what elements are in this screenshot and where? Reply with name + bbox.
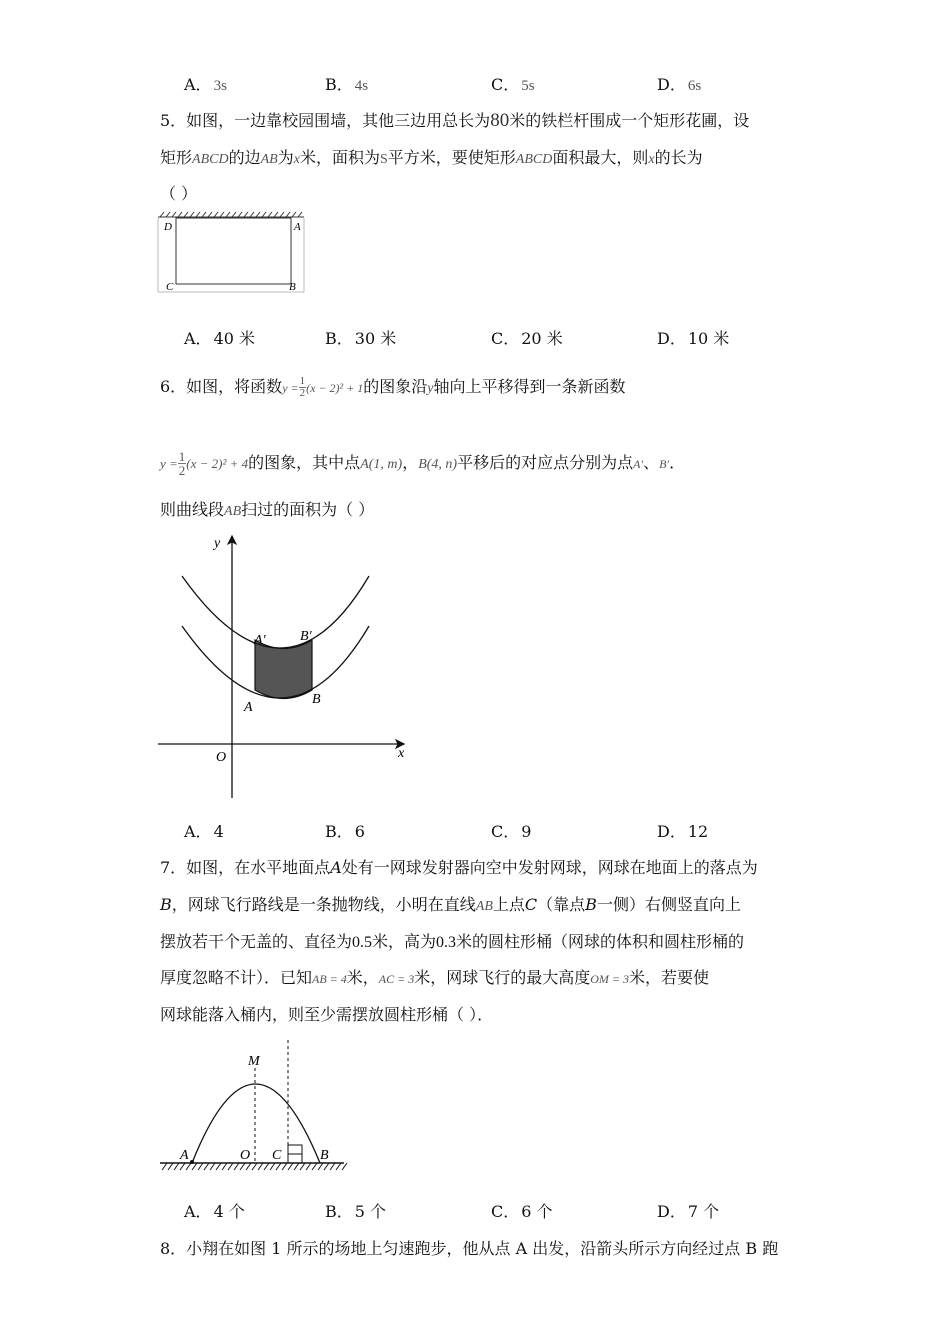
q7-option-c[interactable]: C． 6 个 — [491, 1202, 553, 1221]
q5-option-a[interactable]: A． 40 米 — [184, 329, 256, 348]
q6-label-b: B — [312, 692, 321, 707]
ground-hatch-mark — [294, 1163, 299, 1170]
ground-hatch-mark — [186, 1163, 191, 1170]
ground-hatch-mark — [288, 1163, 293, 1170]
q7-option-d[interactable]: D． 7 个 — [657, 1202, 720, 1221]
q4-option-c[interactable]: C． 5s — [491, 75, 535, 94]
hatch-mark — [196, 212, 200, 217]
q6-line-2: y = $\frac{1}{2}$ (x − 2)² + 4的图象，其中点A(1, m)，B(4, n)平移后的对应点分别为点A′、B′． — [160, 449, 686, 478]
ground-hatch-mark — [258, 1163, 263, 1170]
q6-fraction-2: $\frac{1}{2}$ — [178, 449, 186, 478]
hatch-mark — [256, 212, 260, 217]
ground-hatch-mark — [210, 1163, 215, 1170]
ground-hatch-mark — [312, 1163, 317, 1170]
ground-hatch-mark — [216, 1163, 221, 1170]
ground-hatch-mark — [228, 1163, 233, 1170]
q6-line-3: 则曲线段AB扫过的面积为（ ） — [160, 500, 375, 519]
q6-shaded-region — [255, 640, 312, 699]
q7-line-5: 网球能落入桶内，则至少需摆放圆柱形桶（ ）． — [160, 1005, 494, 1024]
ground-hatch-mark — [246, 1163, 251, 1170]
ground-hatch-mark — [264, 1163, 269, 1170]
ground-hatch-mark — [276, 1163, 281, 1170]
q5-label-c: C — [166, 281, 174, 293]
q5-label-d: D — [164, 221, 172, 233]
ground-hatch-mark — [234, 1163, 239, 1170]
ground-hatch-mark — [300, 1163, 305, 1170]
q7-line-4: 厚度忽略不计）．已知AB = 4米，AC = 3米，网球飞行的最大高度OM = 3米，若要使 — [160, 968, 710, 987]
ground-hatch-mark — [336, 1163, 341, 1170]
ground-hatch-mark — [204, 1163, 209, 1170]
hatch-mark — [274, 212, 278, 217]
q5-line-1: 5．如图，一边靠校园围墙，其他三边用总长为80米的铁栏杆围成一个矩形花圃，设 — [160, 110, 750, 131]
q7-option-b[interactable]: B． 5 个 — [325, 1202, 387, 1221]
ground-hatch-mark — [252, 1163, 257, 1170]
q6-graph-figure — [158, 530, 418, 800]
q7-label-c: C — [272, 1148, 282, 1163]
ground-hatch-mark — [306, 1163, 311, 1170]
q5-label-b: B — [289, 281, 296, 293]
hatch-mark — [298, 212, 302, 217]
q7-line-3: 摆放若干个无盖的、直径为0.5米，高为0.3米的圆柱形桶（网球的体积和圆柱形桶的 — [160, 932, 745, 951]
q7-label-b: B — [320, 1148, 329, 1163]
hatch-mark — [232, 212, 236, 217]
q6-upper-parabola — [182, 576, 369, 648]
hatch-mark — [244, 212, 248, 217]
hatch-mark — [280, 212, 284, 217]
ground-hatch-mark — [174, 1163, 179, 1170]
q5-option-d[interactable]: D． 10 米 — [657, 329, 730, 348]
hatch-mark — [202, 212, 206, 217]
q5-rectangle-figure — [158, 212, 308, 292]
hatch-mark — [160, 212, 164, 217]
hatch-mark — [292, 212, 296, 217]
q5-wall-hatching — [158, 212, 304, 217]
ground-hatch-mark — [330, 1163, 335, 1170]
hatch-mark — [250, 212, 254, 217]
hatch-mark — [220, 212, 224, 217]
ground-hatch-mark — [162, 1163, 167, 1170]
hatch-mark — [184, 212, 188, 217]
q7-parabola — [192, 1084, 320, 1163]
ground-hatch-mark — [180, 1163, 185, 1170]
ground-hatch-mark — [324, 1163, 329, 1170]
q5-line-2: 矩形ABCD的边AB为x米，面积为S平方米，要使矩形ABCD面积最大，则x的长为 — [160, 148, 703, 167]
q6-label-b-prime: B′ — [300, 629, 312, 644]
ground-hatch-mark — [282, 1163, 287, 1170]
ground-hatch-mark — [198, 1163, 203, 1170]
q6-option-c[interactable]: C． 9 — [491, 822, 532, 841]
q7-line-1: 7．如图，在水平地面点A处有一网球发射器向空中发射网球，网球在地面上的落点为 — [160, 858, 758, 877]
ground-hatch-mark — [342, 1163, 347, 1170]
q8-line-1: 8．小翔在如图 1 所示的场地上匀速跑步，他从点 A 出发，沿箭头所示方向经过点 B 跑 — [160, 1239, 779, 1258]
q6-label-a: A — [244, 700, 253, 715]
hatch-mark — [166, 212, 170, 217]
q6-label-y: y — [214, 536, 221, 551]
hatch-mark — [286, 212, 290, 217]
q4-option-b[interactable]: B． 4s — [325, 75, 369, 94]
ground-hatch-mark — [270, 1163, 275, 1170]
ground-hatch-mark — [318, 1163, 323, 1170]
q5-rectangle — [176, 218, 291, 284]
q7-trajectory-figure — [158, 1038, 348, 1173]
hatch-mark — [238, 212, 242, 217]
hatch-mark — [178, 212, 182, 217]
q5-label-a: A — [294, 221, 301, 233]
hatch-mark — [214, 212, 218, 217]
ground-hatch-mark — [192, 1163, 197, 1170]
q6-label-x: x — [398, 746, 405, 761]
q7-option-a[interactable]: A． 4 个 — [184, 1202, 245, 1221]
q6-line-1: 6．如图，将函数y = $\frac{1}{2}$ (x − 2)² + 1的图象沿y轴向上平移得到一条新函数 — [160, 375, 626, 399]
q5-option-c[interactable]: C． 20 米 — [491, 329, 563, 348]
hatch-mark — [190, 212, 194, 217]
q7-label-m: M — [248, 1054, 260, 1069]
q6-fraction-1: $\frac{1}{2}$ — [299, 375, 306, 399]
ground-hatch-mark — [222, 1163, 227, 1170]
q6-option-b[interactable]: B． 6 — [325, 822, 365, 841]
q5-option-b[interactable]: B． 30 米 — [325, 329, 397, 348]
ground-hatch-mark — [240, 1163, 245, 1170]
q6-option-a[interactable]: A． 4 — [184, 822, 224, 841]
q7-label-a: A — [180, 1148, 189, 1163]
q6-label-a-prime: A′ — [254, 633, 266, 648]
ground-hatch-mark — [168, 1163, 173, 1170]
q6-option-d[interactable]: D． 12 — [657, 822, 709, 841]
hatch-mark — [172, 212, 176, 217]
q7-line-2: B，网球飞行路线是一条抛物线，小明在直线AB上点C（靠点B一侧）右侧竖直向上 — [160, 895, 741, 914]
q4-option-d[interactable]: D． 6s — [657, 75, 702, 94]
q5-line-3: （ ） — [160, 184, 198, 203]
q7-label-o: O — [240, 1148, 251, 1163]
hatch-mark — [208, 212, 212, 217]
hatch-mark — [262, 212, 266, 217]
q6-label-o: O — [216, 750, 227, 765]
q7-ground-hatching — [162, 1163, 347, 1170]
hatch-mark — [226, 212, 230, 217]
hatch-mark — [268, 212, 272, 217]
q4-option-a[interactable]: A． 3s — [184, 75, 227, 94]
